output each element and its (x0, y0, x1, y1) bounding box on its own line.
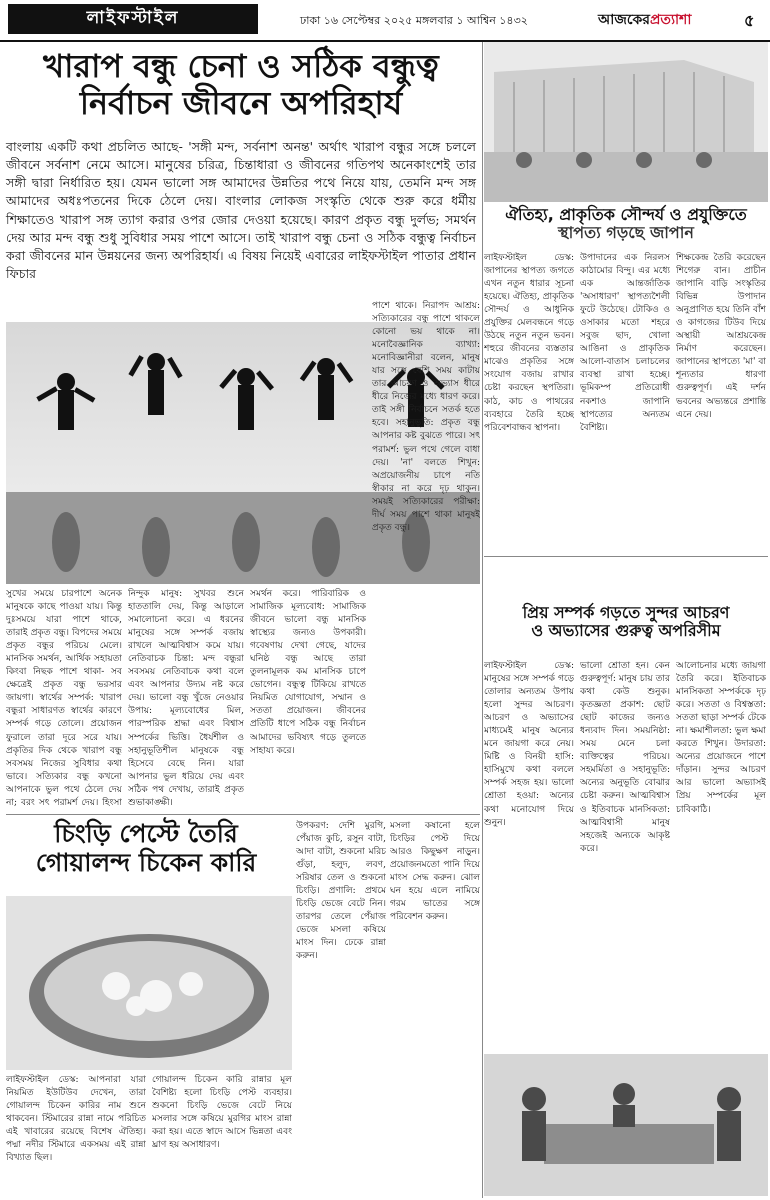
dateline: ঢাকা ১৬ সেপ্টেম্বর ২০২৫ মঙ্গলবার ১ আশ্বিন ১৪৩২ (300, 14, 528, 27)
people-meeting-photo (484, 1054, 768, 1196)
chicken-curry-photo (6, 896, 292, 1070)
lead-column-4: পাশে থাকে। নিরাপদ আশ্রয়: সত্যিকারের বন্ধু পাশে থাকলে কোনো ভয় থাকে না। মনোবৈজ্ঞানিক ব্যাখ্যা: মনোবিজ্ঞানীরা বলেন, মানুষ যার সঙ্গে বেশি সময় কাটায় তার আচরণ ও অভ্যাস ধীরে ধীরে নিজের মধ্যে ধারণ করে। তাই সঙ্গী নির্বাচনে সতর্ক হতে হবে। সহানুভূতি: প্রকৃত বন্ধু আপনার কষ্ট বুঝতে পারে। সৎ পরামর্শ: ভুল পথে গেলে বাধা দেয়। 'না' বলতে শিখুন: অপ্রয়োজনীয় চাপে নতি স্বীকার না করে দৃঢ় থাকুন। সময়ই সত্যিকারের পরীক্ষা: দীর্ঘ সময় পাশে থাকা মানুষই প্রকৃত বন্ধু। (372, 301, 480, 533)
shrimp-headline-line1: চিংড়ি পেস্টে তৈরি (54, 819, 238, 848)
page-number: ৫ (744, 11, 755, 30)
manners-headline-line1: প্রিয় সম্পর্ক গড়তে সুন্দর আচরণ (522, 603, 730, 622)
shrimp-column-1: লাইফস্টাইল ডেস্ক: আপনারা যারা নিয়মিত ইউটিউব দেখেন, তারা গোয়ালন্দ চিকেন কারির নাম শুনে থাকবেন। স্টিমারের রান্না নামে পরিচিত এই খাবারের রয়েছে বিশেষ ঐতিহ্য। পদ্মা নদীর স্টিমারে একসময় এই রান্না বিখ্যাত ছিল। (6, 1075, 146, 1164)
japan-architecture-photo (484, 42, 768, 202)
shrimp-headline-line2: গোয়ালন্দ চিকেন কারি (35, 847, 257, 877)
brand-name: প্রত্যাশা (649, 12, 692, 28)
japan-headline (484, 206, 768, 243)
newspaper-brand (598, 8, 691, 32)
shrimp-column-3: উপকরণ: দেশি মুরগি, পেঁয়াজ কুচি, রসুন বাটা, আদা বাটা, শুকনো মরিচ গুঁড়া, হলুদ, লবণ, সরিষার তেল ও শুকনো চিংড়ি। প্রণালি: প্রথমে চিংড়ি ভেজে বেটে নিন। তারপর তেলে পেঁয়াজ ভেজে মসলা কষিয়ে মাংস দিন। ঢেকে রান্না করুন। (296, 821, 386, 962)
japan-column-2: উপাদানের এক নিরলস কাঠামোর বিন্দু। এর মধ্যে এক আন্তর্জাতিক 'অসাধারণ' স্থাপত্যশৈলী ফুটে উঠেছে। টোকিও ও ওসাকার মতো শহরে সবুজ ছাদ, খোলা আঙিনা ও প্রাকৃতিক আলো-বাতাস চলাচলের ব্যবস্থা রাখা হচ্ছে। ভূমিকম্প প্রতিরোধী নকশাও জাপানি স্থাপত্যের অন্যতম বৈশিষ্ট্য। (580, 253, 670, 433)
manners-headline (484, 604, 768, 641)
lead-column-1: সুখের সময়ে চারপাশে অনেক মানুষকে কাছে পাওয়া যায়। কিন্তু দুঃসময়ে যারা পাশে থাকে, তারাই প্রকৃত বন্ধু। বিপদের সময়ে প্রকৃত বন্ধুর পরিচয় মেলে। মানসিক সমর্থন, আর্থিক সহায়তা কিংবা নিছক পাশে থাকা- সব ক্ষেত্রেই প্রকৃত বন্ধু ভরসার জায়গা। স্বার্থের সম্পর্ক: খারাপ বন্ধুরা সাধারণত স্বার্থের কারণে সম্পর্ক গড়ে তোলে। প্রয়োজন ফুরালে তারা দূরে সরে যায়। প্রকৃতির দিক থেকে খারাপ বন্ধু সবসময় নিজের সুবিধার কথা ভাবে। সত্যিকার বন্ধু কখনো আপনাকে ভুল পথে ঠেলে দেয় না; বরং সৎ পরামর্শ দেয়। হিংসা (6, 589, 122, 808)
lead-headline-line1: খারাপ বন্ধু চেনা ও সঠিক বন্ধুত্ব (43, 47, 439, 85)
lead-headline-line2: নির্বাচন জীবনে অপরিহার্য (79, 83, 403, 122)
japan-column-3: শিক্ষকেন্দ্র তৈরি করেছেন শিগেরু বান। প্রাচীন জাপানি বাড়ি সংস্কৃতির বিভিন্ন উপাদান অনুপ্রাণিত হয়ে তিনি বাঁশ ও কাগজের টিউব দিয়ে অস্থায়ী আশ্রয়কেন্দ্র নির্মাণ করেছেন। জাপানের স্থাপত্যে 'মা' বা শূন্যতার ধারণা গুরুত্বপূর্ণ। এই দর্শন ভবনের অভ্যন্তরে প্রশান্তি এনে দেয়। (676, 253, 766, 420)
divider (6, 814, 480, 815)
lead-column-2: নিন্দুক মানুষ: সুখবর শুনে হাততালি দেয়, কিন্তু আড়ালে সমালোচনা করে। এ ধরনের মানুষের সঙ্গে সম্পর্ক বজায় রাখলে আত্মবিশ্বাস কমে যায়। নেতিবাচক চিন্তা: মন্দ বন্ধুরা সবসময় নেতিবাচক কথা বলে এবং আপনার উদ্যম নষ্ট করে দেয়। ভালো বন্ধু খুঁজে নেওয়ার উপায়: মূল্যবোধের মিল, পারস্পরিক শ্রদ্ধা এবং বিশ্বাস সম্পর্কের ভিত্তি। ধৈর্যশীল ও সহানুভূতিশীল মানুষকে বন্ধু হিসেবে বেছে নিন। যারা আপনার ভুল ধরিয়ে দেয় এবং সঠিক পথ দেখায়, তারাই প্রকৃত শুভাকাঙ্ক্ষী। (128, 589, 244, 808)
lead-headline (6, 48, 476, 122)
lead-intro: বাংলায় একটি কথা প্রচলিত আছে- 'সঙ্গী মন্দ, সর্বনাশ অনন্ত' অর্থাৎ খারাপ বন্ধুর সঙ্গে চললে জীবনে সর্বনাশ নেমে আসে। মানুষের চরিত্র, চিন্তাধারা ও জীবনের গতিপথ অনেকাংশেই তার সঙ্গী দ্বারা নির্ধারিত হয়। যেমন ভালো সঙ্গ আমাদের উন্নতির পথে নিয়ে যায়, তেমনি মন্দ সঙ্গ আমাদের অধঃপতনের দিকে ঠেলে দেয়। বাংলার লোকজ সংস্কৃতি থেকে শুরু করে ধর্মীয় শিক্ষাতেও খারাপ সঙ্গ ত্যাগ করার ওপর জোর দেওয়া হয়েছে। কারণ প্রকৃত বন্ধু দুর্লভ; সমর্থন দেয় আর মন্দ বন্ধু শুধু সুবিধার সময় পাশে আসে। তাই খারাপ বন্ধু চেনা ও সঠিক বন্ধুত্ব নির্বাচন করা জীবনের মান উন্নয়নের জন্য অপরিহার্য। এ বিষয় নিয়েই এবারের লাইফস্টাইল পাতার প্রধান ফিচার (6, 139, 476, 281)
manners-column-3: আলোচনার মধ্যে জায়গা তৈরি করে। ইতিবাচক মানসিকতা সম্পর্ককে দৃঢ় করে। সততা ও বিশ্বস্ততা: সততা ছাড়া সম্পর্ক টেকে না। ক্ষমাশীলতা: ভুল ক্ষমা করতে শিখুন। উদারতা: অন্যের প্রয়োজনে পাশে দাঁড়ান। সুন্দর আচরণ আর ভালো অভ্যাসই প্রিয় সম্পর্কের মূল চাবিকাঠি। (676, 661, 766, 815)
japan-headline-line2: স্থাপত্য গড়ছে জাপান (558, 223, 694, 243)
section-title: লাইফস্টাইল (8, 4, 258, 34)
column-divider (482, 42, 483, 1198)
shrimp-column-2: গোয়ালন্দ চিকেন কারি রান্নার মূল বৈশিষ্ট্য হলো চিংড়ি পেস্ট ব্যবহার। শুকনো চিংড়ি ভেজে বেটে নিয়ে মসলার সঙ্গে কষিয়ে মুরগির মাংস রান্না করা হয়। এতে স্বাদে আসে ভিন্নতা এবং ঘ্রাণ হয় অসাধারণ। (152, 1075, 292, 1151)
lead-column-3: সমর্থন করে। পারিবারিক ও সামাজিক মূল্যবোধ: সামাজিক জীবনে ভালো বন্ধু মানসিক স্বাস্থ্যের জন্যও উপকারী। গবেষণায় দেখা গেছে, যাদের ঘনিষ্ঠ বন্ধু আছে তারা তুলনামূলক কম মানসিক চাপে ভোগেন। বন্ধুত্ব টিকিয়ে রাখতে নিয়মিত যোগাযোগ, সম্মান ও সততা প্রয়োজন। জীবনের প্রতিটি ধাপে সঠিক বন্ধু নির্বাচন আমাদের ভবিষ্যৎ গড়ে তুলতে সাহায্য করে। (250, 589, 366, 756)
manners-column-1: লাইফস্টাইল ডেস্ক: মানুষের সঙ্গে সম্পর্ক গড়ে তোলার অন্যতম উপায় হলো সুন্দর আচরণ। আচরণ ও অভ্যাসের মাধ্যমেই মানুষ অন্যের মনে জায়গা করে নেয়। মিষ্টি ও বিনয়ী হাসি: হাসিমুখে কথা বললে সম্পর্ক সহজ হয়। ভালো শ্রোতা হওয়া: অন্যের কথা মনোযোগ দিয়ে শুনুন। (484, 661, 574, 828)
page-header (0, 0, 770, 42)
japan-headline-line1: ঐতিহ্য, প্রাকৃতিক সৌন্দর্য ও প্রযুক্তিতে (505, 205, 747, 224)
manners-column-2: ভালো শ্রোতা হন। কেন গুরুত্বপূর্ণ: মানুষ চায় তার কথা কেউ শুনুক। কৃতজ্ঞতা প্রকাশ: ছোট ছোট কাজের জন্যও ধন্যবাদ দিন। সময়নিষ্ঠা: সময় মেনে চলা ব্যক্তিত্বের পরিচয়। সহমর্মিতা ও সহানুভূতি: অন্যের অনুভূতি বোঝার চেষ্টা করুন। আত্মবিশ্বাস ও ইতিবাচক মানসিকতা: আত্মবিশ্বাসী মানুষ সহজেই অন্যকে আকৃষ্ট করে। (580, 661, 670, 854)
divider (484, 556, 768, 557)
shrimp-headline (6, 820, 286, 878)
japan-column-1: লাইফস্টাইল ডেস্ক: জাপানের স্থাপত্য জগতে এখন নতুন ধারার সূচনা হয়েছে। ঐতিহ্য, প্রাকৃতিক সৌন্দর্য ও আধুনিক প্রযুক্তির মেলবন্ধনে গড়ে উঠছে নতুন নতুন ভবন। শহুরে জীবনের ব্যস্ততার মাঝেও প্রকৃতির সঙ্গে সংযোগ বজায় রাখার চেষ্টা করছেন স্থপতিরা। কাঠ, কাচ ও পাথরের ব্যবহারে তৈরি হচ্ছে পরিবেশবান্ধব স্থাপনা। (484, 253, 574, 433)
manners-headline-line2: ও অভ্যাসের গুরুত্ব অপরিসীম (531, 621, 721, 641)
brand-prefix: আজকের (598, 12, 650, 28)
shrimp-column-4: মসলা কষানো হলে চিংড়ির পেস্ট দিয়ে আরও কিছুক্ষণ নাড়ুন। প্রয়োজনমতো পানি দিয়ে মাংস সেদ্ধ করুন। ঝোল ঘন হয়ে এলে নামিয়ে গরম ভাতের সঙ্গে পরিবেশন করুন। (390, 821, 480, 923)
